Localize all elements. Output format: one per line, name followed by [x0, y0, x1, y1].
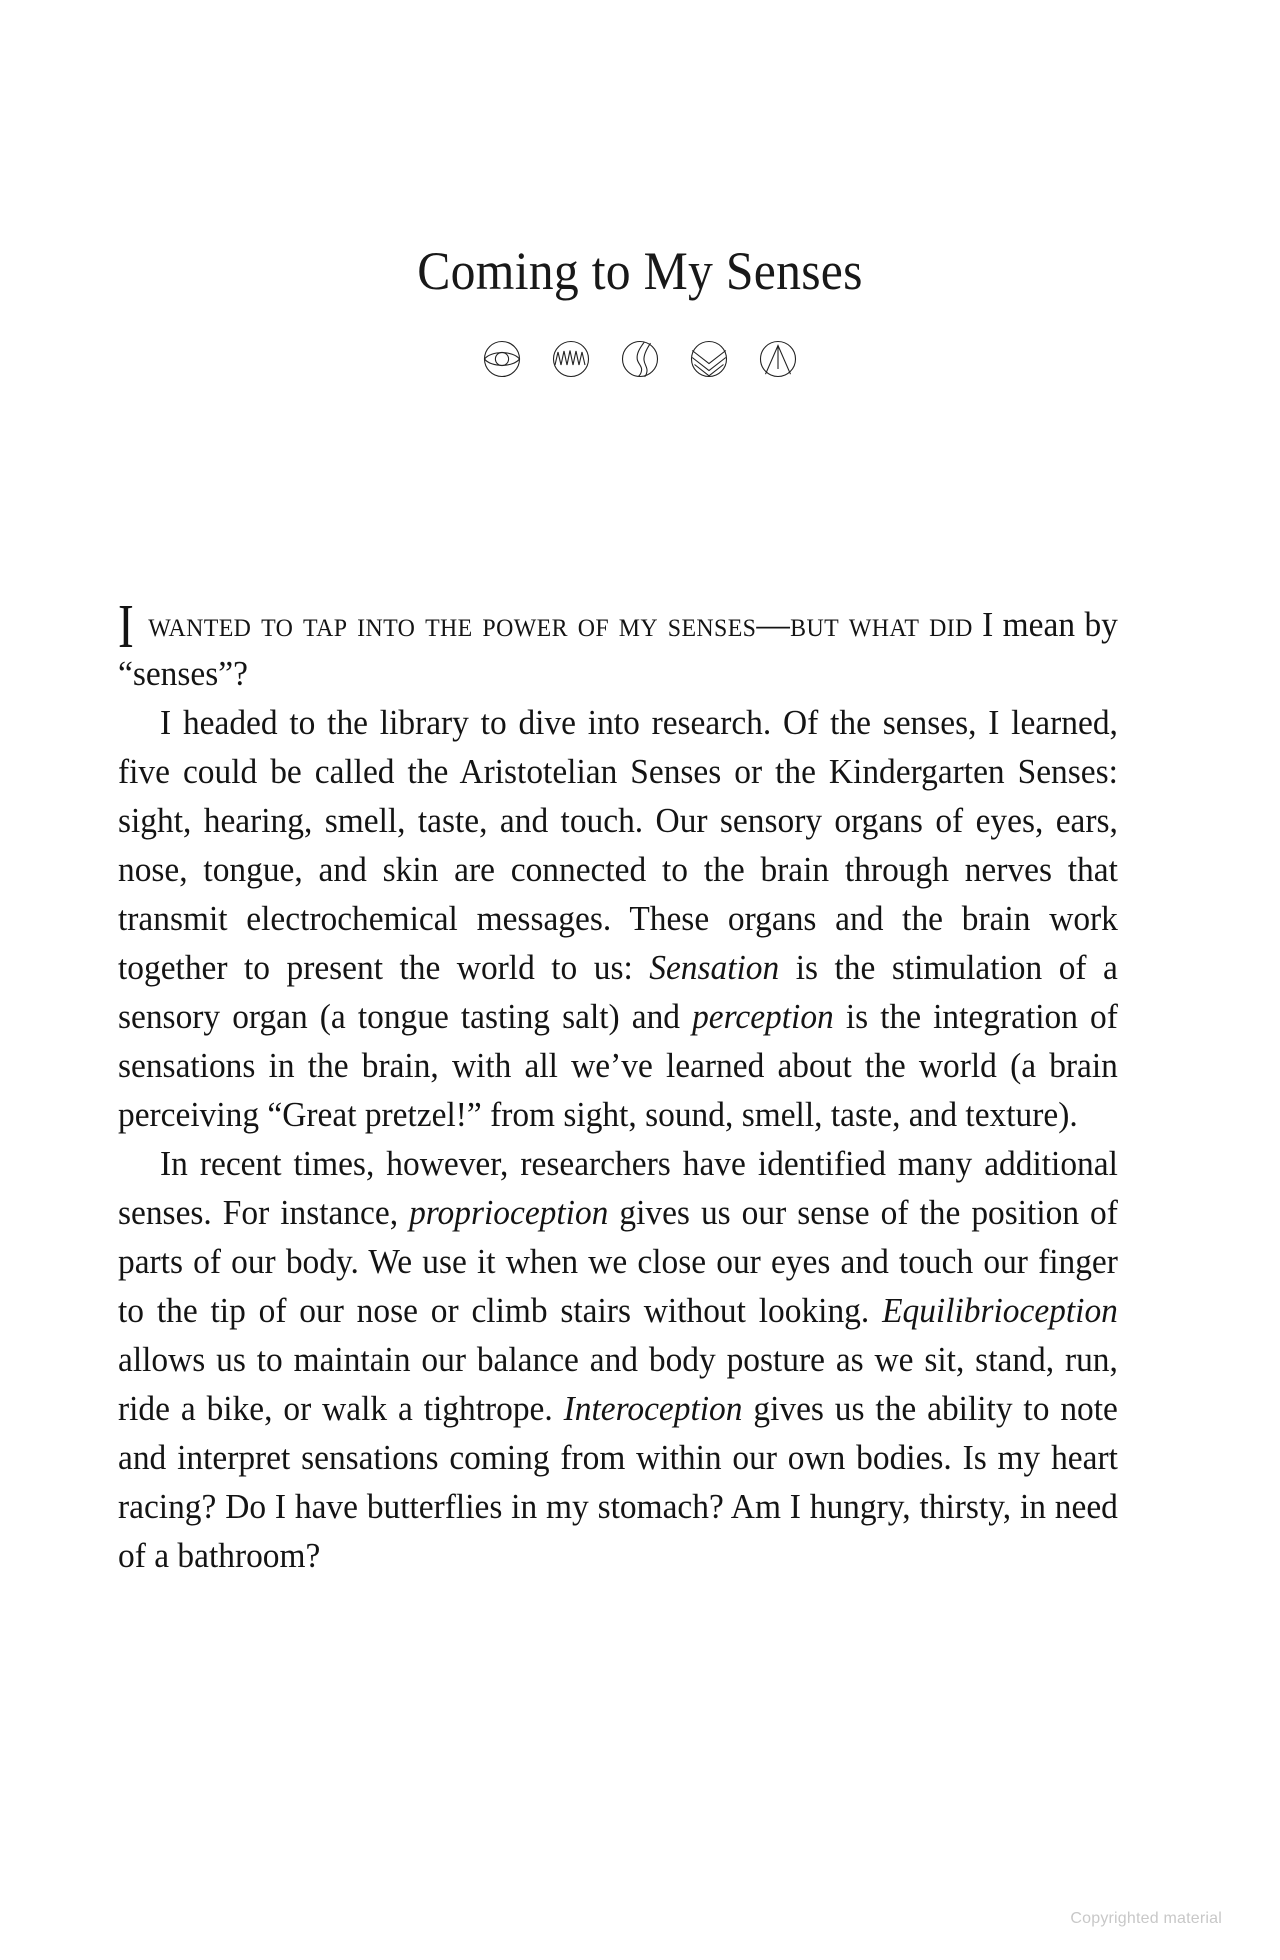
tongue-chevron-icon [686, 336, 732, 382]
sense-ornament-row [0, 300, 1280, 382]
text-run: allows us to maintain our balance and body posture as we sit, stand, run, ride a bike, or walk a tightrope. [118, 1340, 1118, 1428]
eye-icon [479, 336, 525, 382]
small-caps-lead-in: wanted to tap into the power of my senses—but what did [148, 605, 973, 644]
sound-wave-icon [548, 336, 594, 382]
italic-term-proprioception: proprioception [409, 1193, 609, 1232]
paragraph-aristotelian-senses [118, 698, 1118, 1139]
text-run: In recent times, however, researchers have identified many additional senses. For instance, [118, 1144, 1118, 1232]
paragraph-opening-text: I mean by “senses”? [118, 605, 1118, 693]
text-run: gives us the ability to note and interpret sensations coming from within our own bodies. Is my heart racing? Do I have butterflies in my stomach? Am I hungry, thirsty, in need of a bathroom? [118, 1389, 1118, 1575]
italic-term-sensation: Sensation [649, 948, 780, 987]
text-run: gives us our sense of the position of parts of our body. We use it when we close our eyes and touch our finger to the tip of our nose or climb stairs without looking. [118, 1193, 1118, 1330]
drop-cap: I [118, 593, 134, 661]
page-title: Coming to My Senses [417, 241, 863, 301]
touch-triangle-icon [755, 336, 801, 382]
italic-term-equilibrioception: Equilibrioception [882, 1291, 1118, 1330]
italic-term-interoception: Interoception [563, 1389, 743, 1428]
body-text-column [118, 593, 1165, 1580]
copyright-watermark: Copyrighted material [1070, 1910, 1222, 1927]
paragraph-additional-senses [118, 1139, 1118, 1580]
text-run: is the integration of sensations in the brain, with all we’ve learned about the world (a brain perceiving “Great pretzel!” from sight, sound, smell, taste, and texture). [118, 997, 1118, 1134]
nose-icon [617, 336, 663, 382]
paragraph-opening [118, 593, 1118, 698]
italic-term-perception: perception [692, 997, 834, 1036]
text-run: I headed to the library to dive into research. Of the senses, I learned, five could be called the Aristotelian Senses or the Kindergarten Senses: sight, hearing, smell, taste, and touch. Our sensory organs of eyes, ears, nose, tongue, and skin are connected to the brain through nerves that transmit electrochemical messages. These organs and the brain work together to present the world to us: [118, 703, 1118, 987]
text-run: is the stimulation of a sensory organ (a tongue tasting salt) and [118, 948, 1118, 1036]
